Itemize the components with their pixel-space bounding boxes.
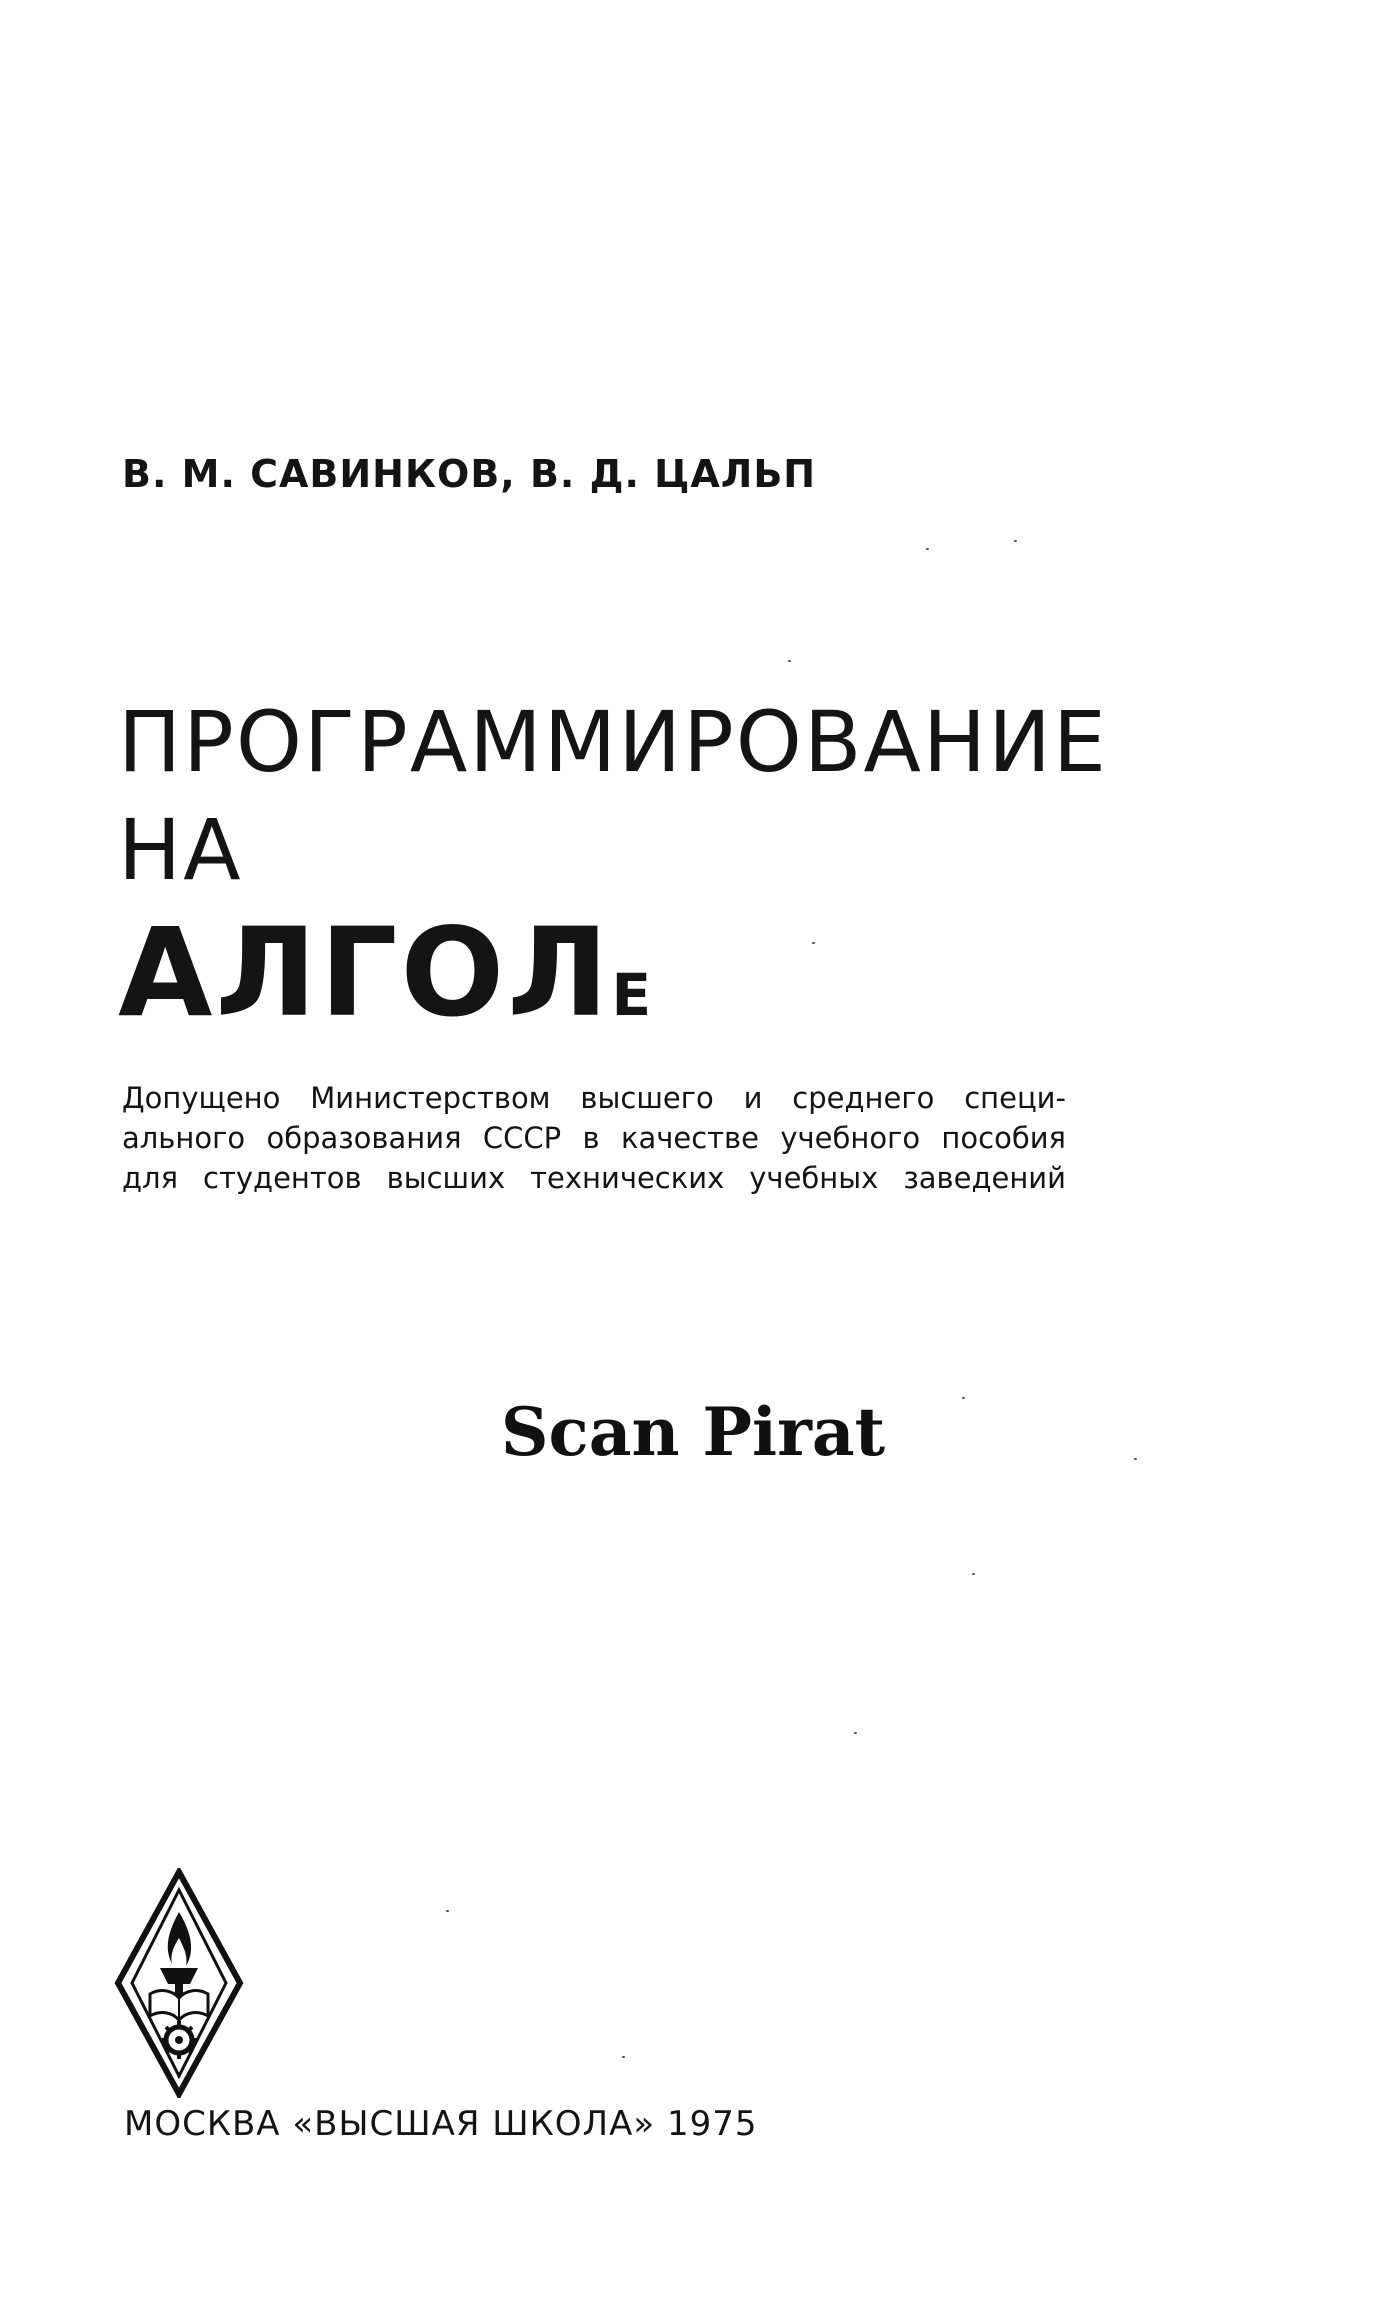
scan-speck [788, 660, 791, 662]
approval-statement [122, 1078, 1066, 1198]
approval-line-3: для студентов высших технических учебных заведений [122, 1161, 1066, 1195]
book-title-line-1: ПРОГРАММИРОВАНИЕ [118, 693, 1109, 791]
scan-speck [926, 548, 929, 550]
publisher-imprint: МОСКВА «ВЫСШАЯ ШКОЛА» 1975 [124, 2104, 758, 2144]
approval-line-2: ального образования СССР в качестве учебного пособия [122, 1121, 1066, 1155]
scan-speck [446, 1910, 449, 1912]
scan-speck [622, 2056, 625, 2058]
book-title-suffix: Е [611, 961, 652, 1029]
scan-watermark [0, 1393, 1386, 1471]
book-title-line-3 [118, 902, 652, 1044]
scan-speck [1134, 1458, 1137, 1460]
publisher-logo-icon [114, 1868, 244, 2098]
scan-speck [1014, 540, 1017, 542]
scan-speck [972, 1573, 975, 1575]
scan-watermark-text: Scan Pirat [500, 1393, 886, 1471]
authors: В. М. САВИНКОВ, В. Д. ЦАЛЬП [122, 452, 817, 496]
scan-speck [812, 942, 815, 944]
scan-speck [854, 1732, 857, 1734]
approval-line-1: Допущено Министерством высшего и среднего специ- [122, 1081, 1066, 1115]
book-title-main-word: АЛГОЛ [118, 902, 612, 1044]
book-title-line-2: НА [118, 801, 243, 899]
scan-speck [962, 1397, 965, 1399]
